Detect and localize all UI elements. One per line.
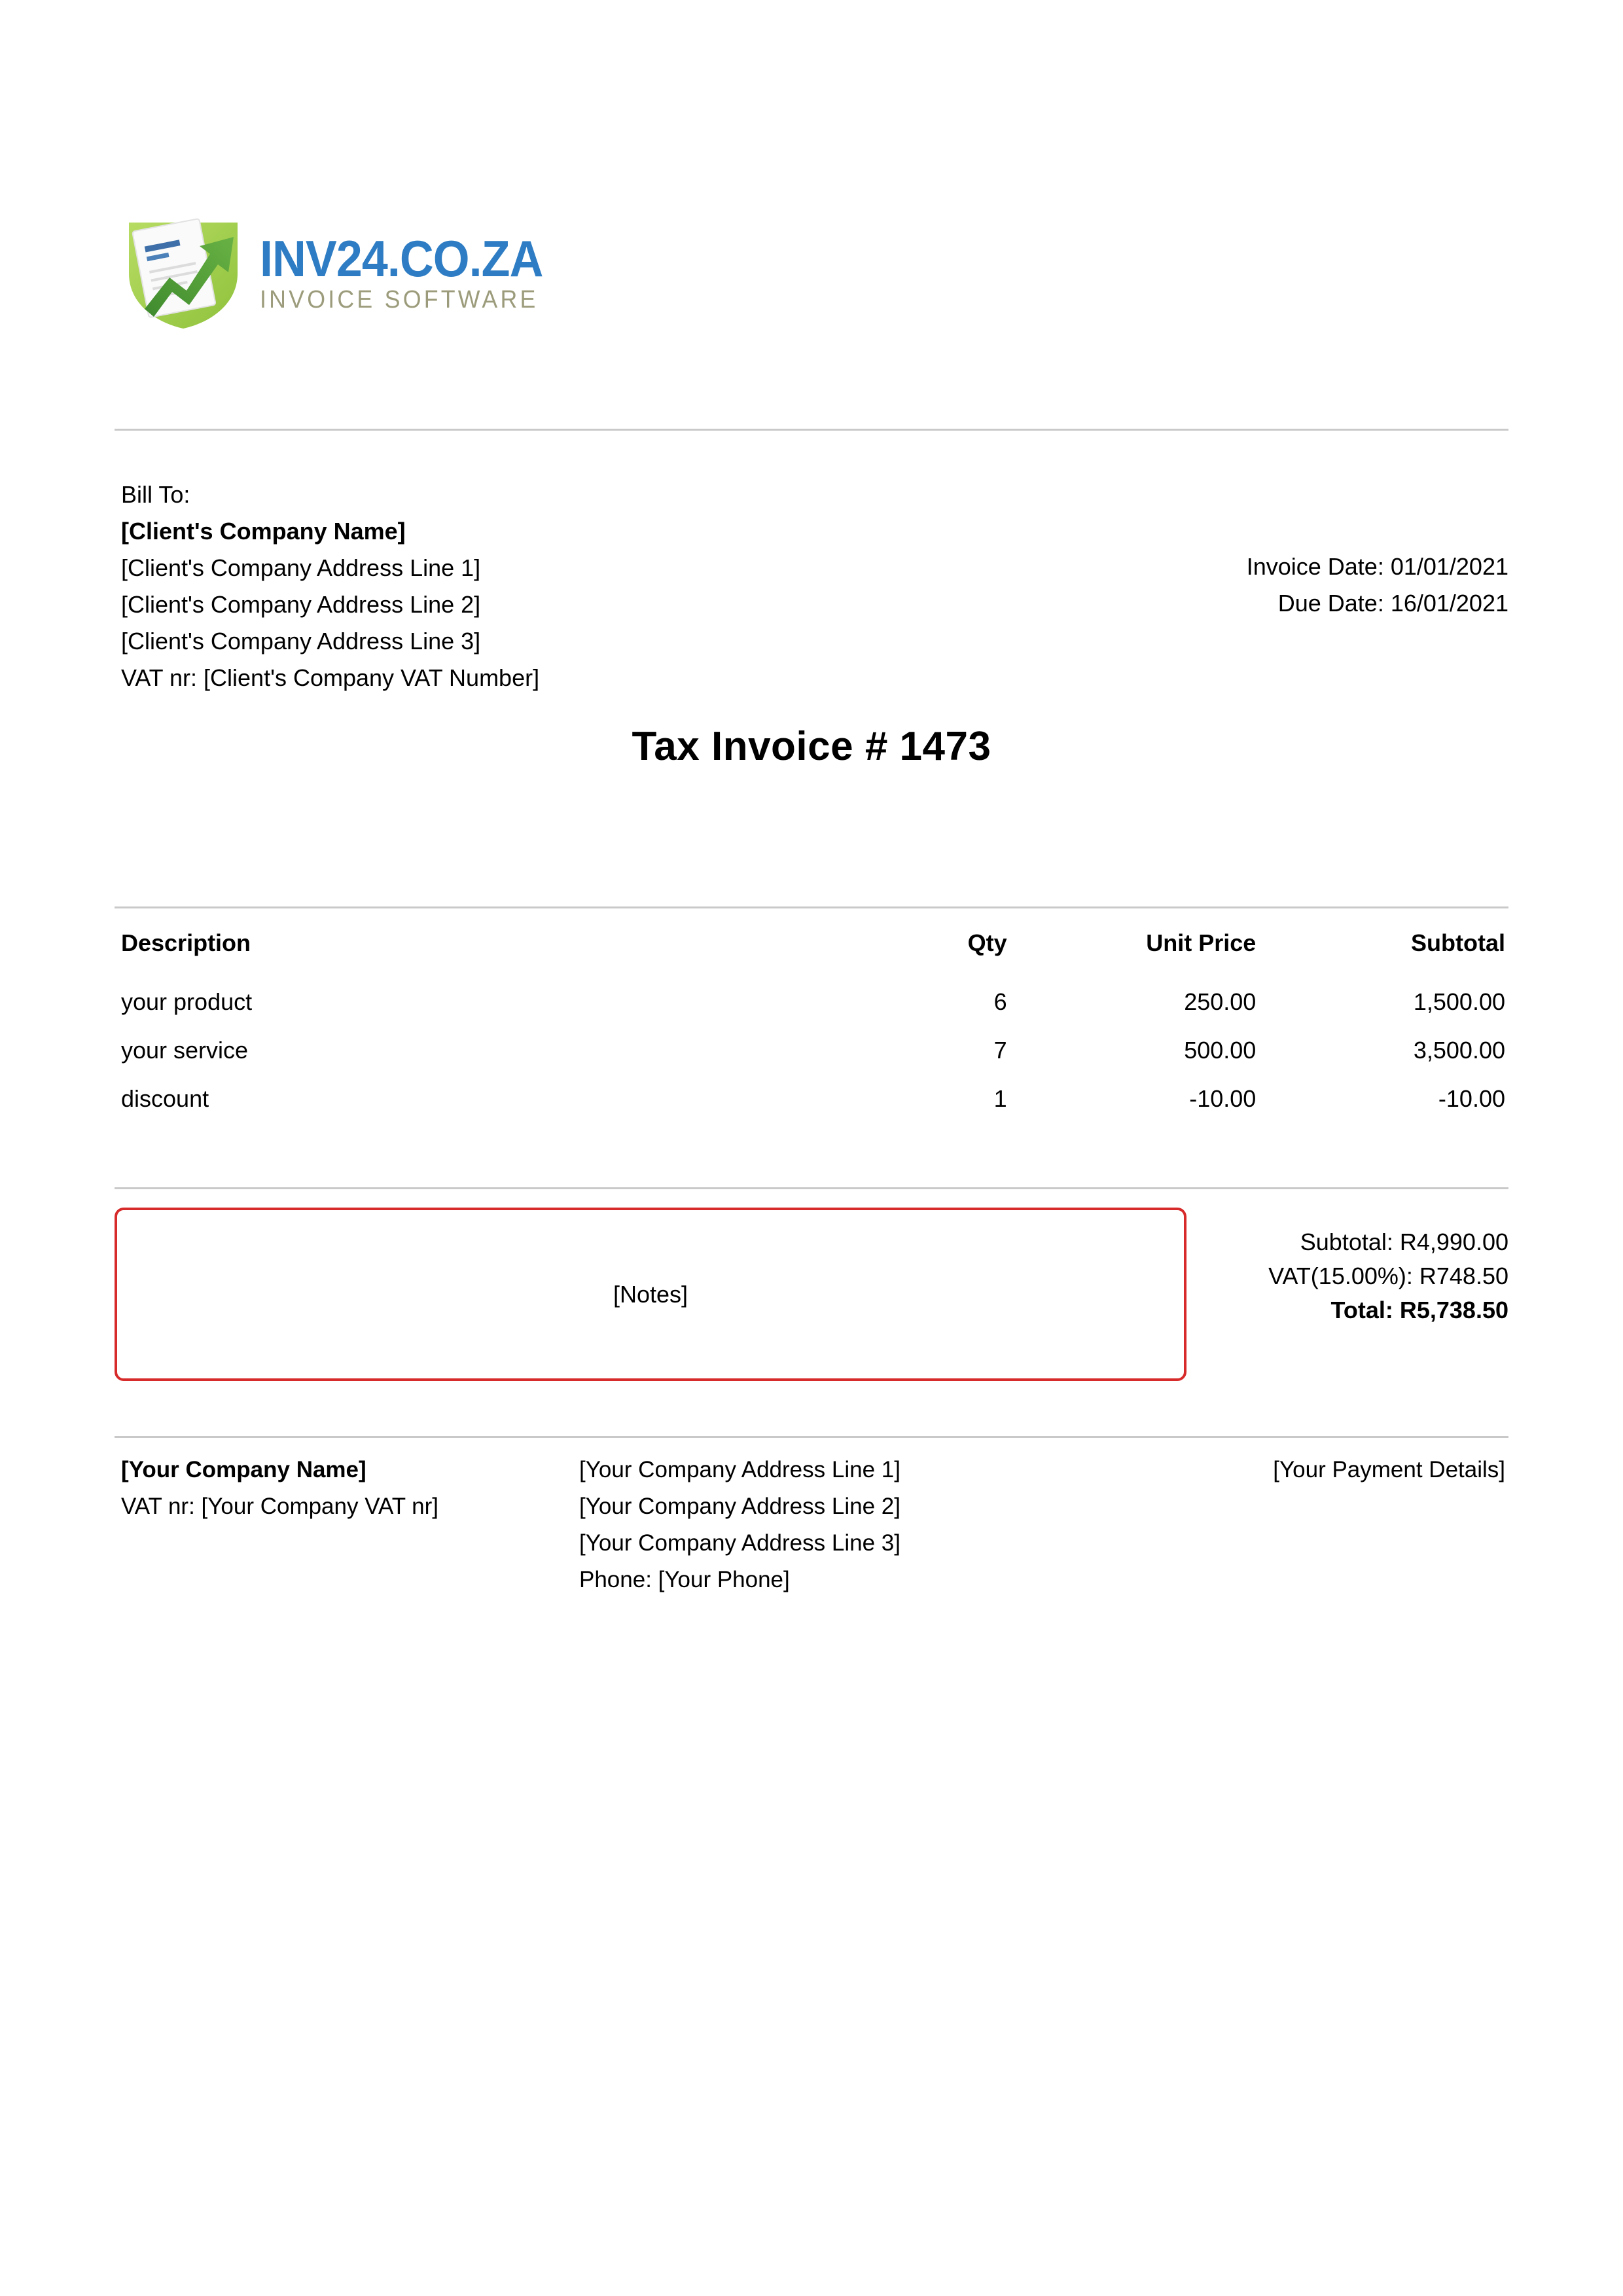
column-header-subtotal: Subtotal xyxy=(1411,929,1505,956)
table-body xyxy=(121,988,1505,1134)
page-title: Tax Invoice # 1473 xyxy=(632,724,991,769)
your-company-vat: VAT nr: [Your Company VAT nr] xyxy=(121,1494,439,1519)
brand-logo xyxy=(121,211,567,332)
invoice-document-arrow-logo-icon xyxy=(121,211,245,332)
footer-divider xyxy=(115,1436,1508,1438)
table-row xyxy=(121,988,1505,1037)
column-header-unit-price: Unit Price xyxy=(1146,929,1257,956)
vat-amount: VAT(15.00%): R748.50 xyxy=(1268,1263,1508,1289)
table-header xyxy=(121,929,1505,988)
cell-qty: 7 xyxy=(993,1037,1007,1064)
column-header-qty: Qty xyxy=(967,929,1007,956)
your-address-line-1: [Your Company Address Line 1] xyxy=(579,1457,901,1482)
cell-unit-price: -10.00 xyxy=(1189,1085,1257,1112)
brand-tagline: INVOICE SOFTWARE xyxy=(260,285,539,314)
cell-qty: 1 xyxy=(993,1085,1007,1112)
cell-qty: 6 xyxy=(993,988,1007,1015)
line-items-table xyxy=(121,929,1505,1134)
bill-to-block xyxy=(121,476,539,696)
table-bottom-divider xyxy=(115,1187,1508,1189)
notes-box[interactable] xyxy=(115,1208,1186,1381)
footer-payment-column xyxy=(1168,1452,1505,1598)
column-header-description: Description xyxy=(121,929,251,956)
table-row xyxy=(121,1037,1505,1085)
due-date: Due Date: 16/01/2021 xyxy=(1277,590,1508,617)
cell-subtotal: 3,500.00 xyxy=(1413,1037,1505,1064)
footer-company-column xyxy=(121,1452,579,1598)
your-phone: Phone: [Your Phone] xyxy=(579,1567,790,1592)
client-address-line-1: [Client's Company Address Line 1] xyxy=(121,554,481,581)
table-top-divider xyxy=(115,906,1508,908)
your-address-line-2: [Your Company Address Line 2] xyxy=(579,1494,901,1519)
invoice-date: Invoice Date: 01/01/2021 xyxy=(1246,553,1508,580)
cell-description: your service xyxy=(121,1037,249,1064)
invoice-dates-block xyxy=(1247,548,1508,622)
cell-subtotal: 1,500.00 xyxy=(1413,988,1505,1015)
brand-wordmark xyxy=(260,229,567,314)
your-company-name: [Your Company Name] xyxy=(121,1457,366,1482)
cell-description: your product xyxy=(121,988,253,1015)
cell-subtotal: -10.00 xyxy=(1438,1085,1505,1112)
payment-details: [Your Payment Details] xyxy=(1273,1457,1505,1482)
client-vat-number: VAT nr: [Client's Company VAT Number] xyxy=(121,664,540,691)
bill-to-label: Bill To: xyxy=(121,481,190,508)
totals-block xyxy=(1268,1225,1508,1327)
notes-placeholder: [Notes] xyxy=(613,1280,688,1308)
header-divider xyxy=(115,429,1508,431)
footer-address-column xyxy=(579,1452,1168,1598)
cell-unit-price: 500.00 xyxy=(1184,1037,1257,1064)
table-row xyxy=(121,1085,1505,1134)
total-amount: Total: R5,738.50 xyxy=(1330,1297,1508,1323)
subtotal-amount: Subtotal: R4,990.00 xyxy=(1300,1229,1508,1255)
client-address-line-3: [Client's Company Address Line 3] xyxy=(121,628,481,655)
cell-unit-price: 250.00 xyxy=(1184,988,1257,1015)
client-company-name: [Client's Company Name] xyxy=(121,518,406,545)
cell-description: discount xyxy=(121,1085,209,1112)
your-address-line-3: [Your Company Address Line 3] xyxy=(579,1530,901,1556)
footer-block xyxy=(121,1452,1505,1598)
client-address-line-2: [Client's Company Address Line 2] xyxy=(121,591,481,618)
table-header-row xyxy=(121,929,1505,988)
brand-name: INV24.CO.ZA xyxy=(260,229,543,287)
